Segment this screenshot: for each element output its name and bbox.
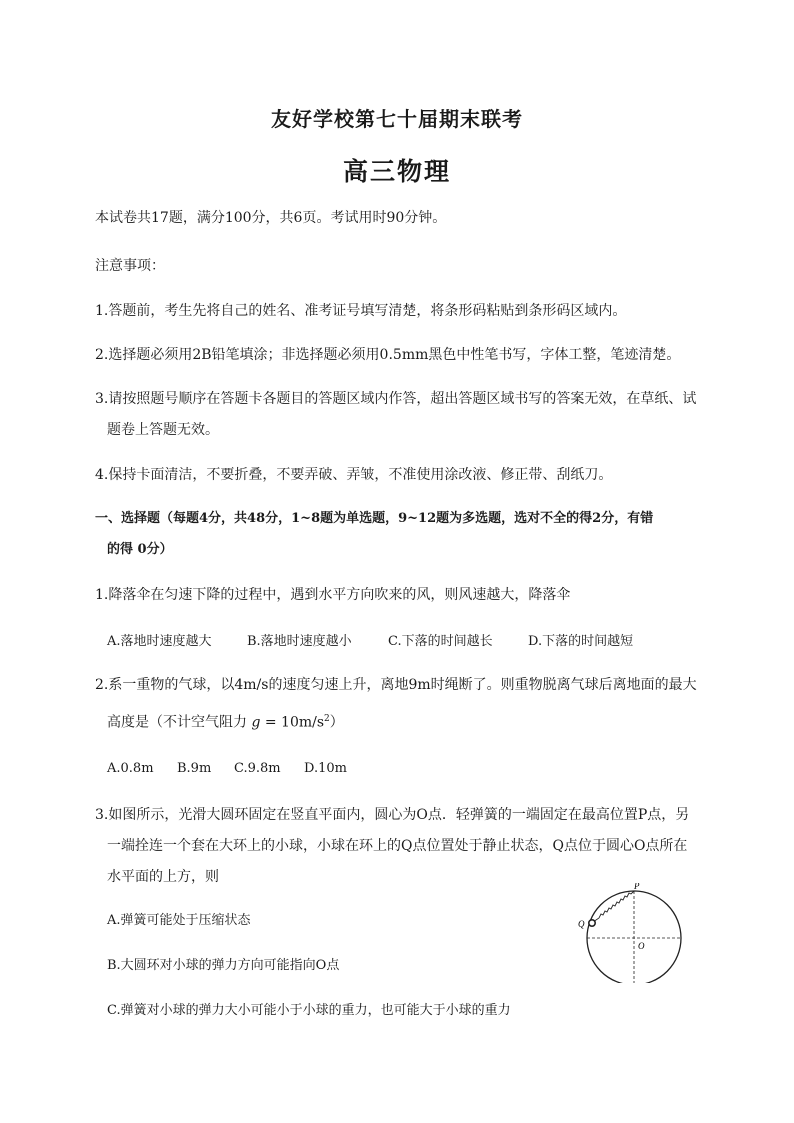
question-2-stem-continued: [107, 709, 344, 733]
label-o: O: [638, 941, 645, 951]
question-2-suffix: ）: [329, 714, 344, 731]
option-a: A.落地时速度越大: [107, 634, 212, 649]
subject-title: 高三物理: [342, 157, 451, 186]
option-a: A.弹簧可能处于压缩状态: [107, 913, 251, 928]
question-2-prefix: 高度是（不计空气阻力: [107, 714, 247, 731]
question-3-stem: 3.如图所示，光滑大圆环固定在竖直平面内，圆心为O点．轻弹簧的一端固定在最高位置P点，另: [95, 807, 690, 823]
question-1-stem: 1.降落伞在匀速下降的过程中，遇到水平方向吹来的风，则风速越大，降落伞: [95, 587, 571, 603]
label-q: Q: [578, 919, 585, 929]
label-p: P: [634, 883, 640, 891]
small-ball: [589, 920, 595, 926]
option-c: C.下落的时间越长: [388, 634, 493, 649]
exponent: 2: [324, 714, 330, 724]
school-title: 友好学校第七十届期末联考: [271, 107, 523, 131]
question-2-options: [107, 761, 347, 776]
section-heading: 一、选择题（每题4分，共48分，1~8题为单选题，9~12题为多选题，选对不全的得2分，有错: [95, 511, 654, 526]
option-c: C.9.8m: [234, 761, 281, 776]
exam-intro: 本试卷共17题，满分100分，共6页。考试用时90分钟。: [95, 210, 447, 226]
gravity-symbol: g: [251, 714, 261, 731]
notice-item: 2.选择题必须用2B铅笔填涂；非选择题必须用0.5mm黑色中性笔书写，字体工整，笔迹清楚。: [95, 347, 681, 363]
option-a: A.0.8m: [107, 761, 154, 776]
notice-item-continued: 题卷上答题无效。: [107, 422, 219, 438]
notice-item: 1.答题前，考生先将自己的姓名、准考证号填写清楚，将条形码粘贴到条形码区域内。: [95, 303, 627, 319]
option-b: B.落地时速度越小: [247, 634, 352, 649]
gravity-value: = 10m/s: [260, 714, 325, 731]
question-3-stem-continued: 水平面的上方，则: [107, 869, 219, 885]
option-b: B.9m: [177, 761, 212, 776]
question-3-stem-continued: 一端拴连一个套在大环上的小球，小球在环上的Q点位置处于静止状态，Q点位于圆心O点所在: [107, 838, 688, 854]
option-d: D.10m: [304, 761, 347, 776]
notice-item: 3.请按照题号顺序在答题卡各题目的答题区域内作答，超出答题区域书写的答案无效，在草纸、试: [95, 391, 697, 407]
option-c: C.弹簧对小球的弹力大小可能小于小球的重力，也可能大于小球的重力: [107, 1003, 511, 1018]
notice-item: 4.保持卡面清洁，不要折叠，不要弄破、弄皱，不准使用涂改液、修正带、刮纸刀。: [95, 467, 613, 483]
question-2-stem: 2.系一重物的气球，以4m/s的速度匀速上升，离地9m时绳断了。则重物脱离气球后离地面的最大: [95, 677, 697, 693]
option-b: B.大圆环对小球的弹力方向可能指向O点: [107, 958, 340, 973]
option-d: D.下落的时间越短: [528, 634, 634, 649]
question-1-options: [107, 630, 633, 649]
section-heading-continued: 的得 0分）: [107, 542, 173, 557]
ring-spring-figure: [572, 883, 684, 983]
notice-heading: 注意事项：: [95, 258, 165, 274]
